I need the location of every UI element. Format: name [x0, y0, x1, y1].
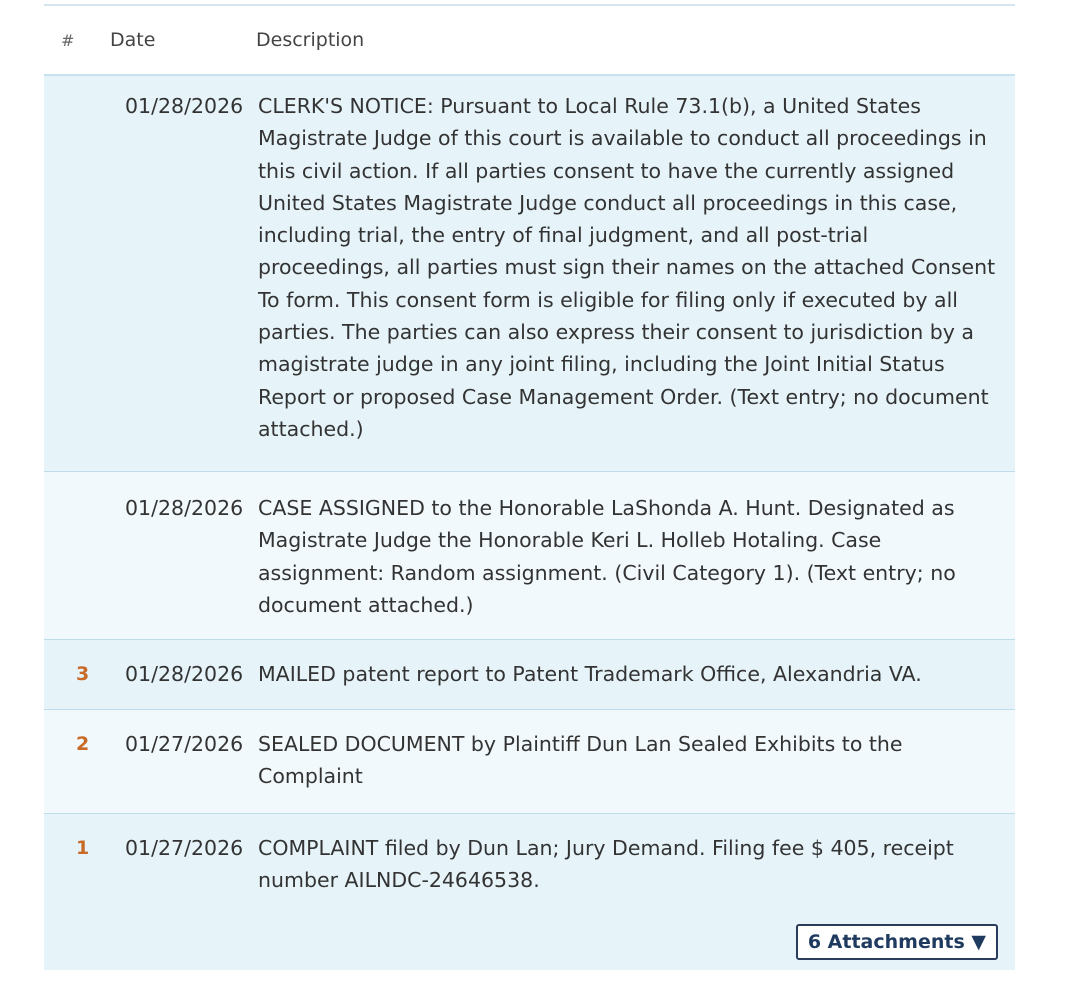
- entry-number[interactable]: 2: [76, 733, 90, 755]
- entry-description: COMPLAINT filed by Dun Lan; Jury Demand. Filing fee $ 405, receipt number AILNDC-24646538.: [258, 836, 954, 893]
- docket-entry-row: [44, 472, 1015, 640]
- entry-description: CASE ASSIGNED to the Honorable LaShonda A. Hunt. Designated as Magistrate Judge the Honorable Keri L. Holleb Hotaling. Case assignment: Random assignment. (Civil Category 1). (Text entry; no document attached.): [258, 496, 956, 617]
- header-num: #: [61, 30, 75, 50]
- entry-date: 01/28/2026: [125, 94, 244, 118]
- entry-date: 01/28/2026: [125, 496, 244, 520]
- entry-description: MAILED patent report to Patent Trademark Office, Alexandria VA.: [258, 662, 922, 686]
- header-date: Date: [110, 29, 156, 51]
- header-description: Description: [256, 29, 365, 51]
- entry-date: 01/27/2026: [125, 732, 244, 756]
- docket-table: [44, 4, 1015, 970]
- entry-description: CLERK'S NOTICE: Pursuant to Local Rule 73.1(b), a United States Magistrate Judge of this court is available to conduct all proceedings in this civil action. If all parties consent to have the currently assigned United States Magistrate Judge conduct all proceedings in this case, including trial, the entry of final judgment, and all post-trial proceedings, all parties must sign their names on the attached Consent To form. This consent form is eligible for filing only if executed by all parties. The parties can also express their consent to jurisdiction by a magistrate judge in any joint filing, including the Joint Initial Status Report or proposed Case Management Order. (Text entry; no document attached.): [258, 94, 996, 441]
- docket-header: [44, 6, 1015, 76]
- docket-entry-row: [44, 640, 1015, 710]
- attachments-dropdown-button[interactable]: 6 Attachments ▼: [796, 924, 998, 960]
- entry-number[interactable]: 3: [76, 663, 90, 685]
- attachments-container: [44, 924, 1015, 960]
- docket-entry-row: [44, 814, 1015, 970]
- entry-number[interactable]: 1: [76, 837, 90, 859]
- docket-entry-row: [44, 710, 1015, 814]
- docket-entry-row: [44, 76, 1015, 472]
- entry-date: 01/27/2026: [125, 836, 244, 860]
- entry-date: 01/28/2026: [125, 662, 244, 686]
- entry-description: SEALED DOCUMENT by Plaintiff Dun Lan Sealed Exhibits to the Complaint: [258, 732, 903, 789]
